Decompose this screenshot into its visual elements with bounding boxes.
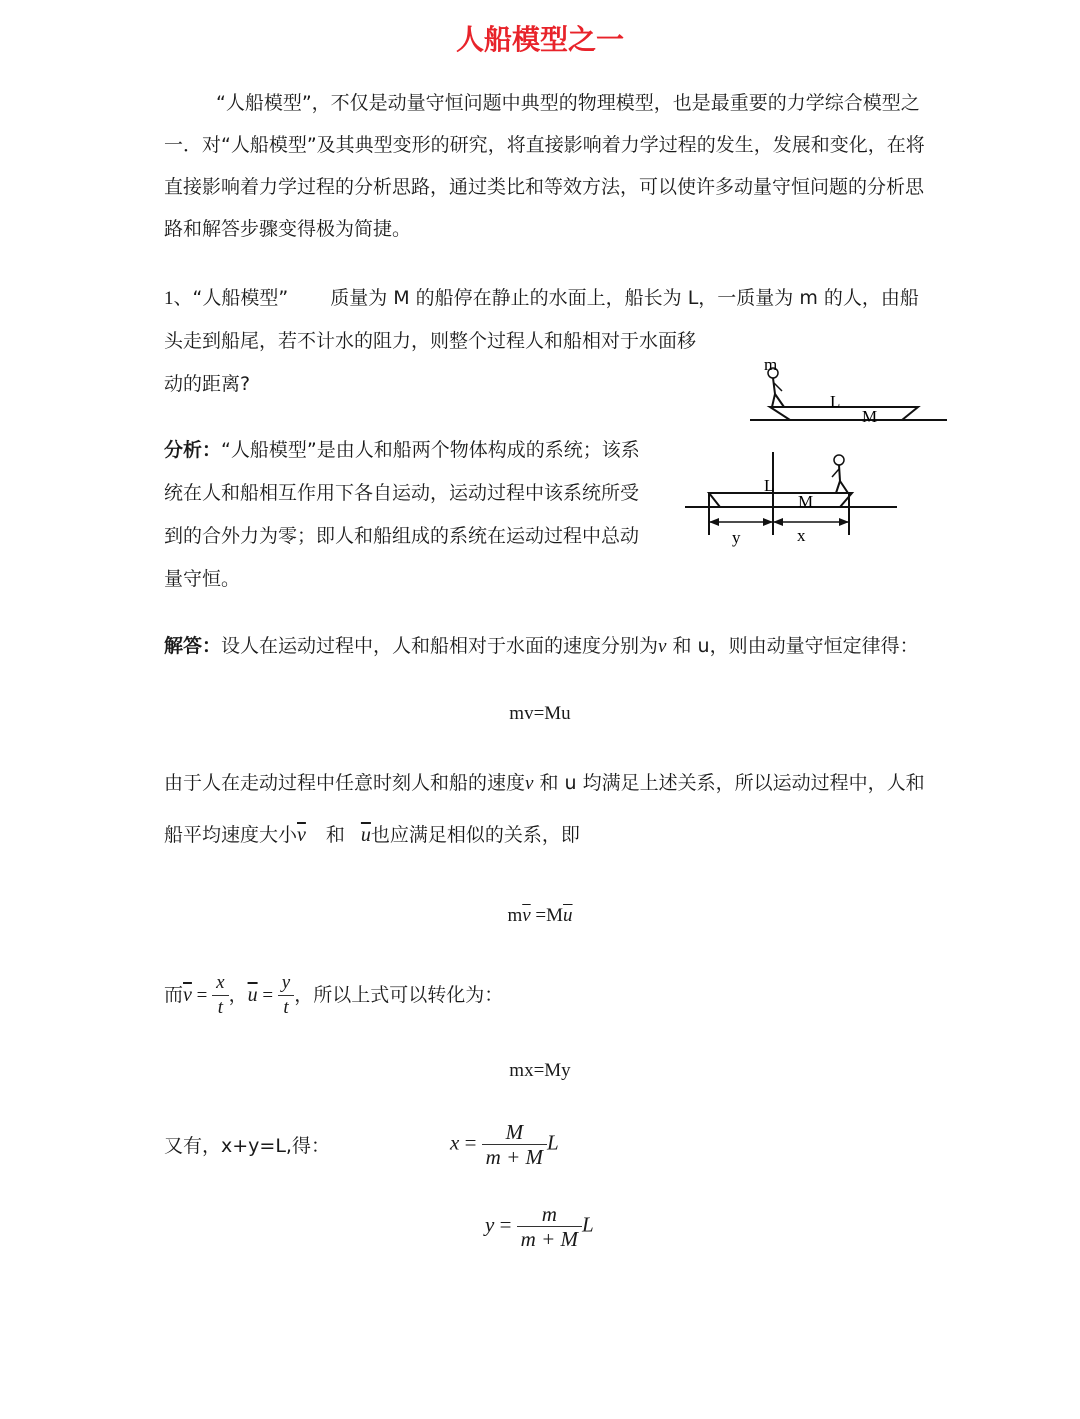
fraction-m-over-mM xyxy=(517,1202,582,1251)
para2-text-a: 由于人在走动过程中任意时刻人和船的速度 xyxy=(164,772,526,794)
eq2-eq: =M xyxy=(530,905,564,926)
symbol-v: v xyxy=(658,636,667,657)
person-body xyxy=(839,465,840,481)
arrowhead-icon xyxy=(763,518,773,526)
equation-momentum: mv=Mu xyxy=(509,703,571,724)
label-L: L xyxy=(830,392,841,411)
fraction-x-over-t xyxy=(212,971,228,1020)
label-y: y xyxy=(732,528,741,547)
label-M: M xyxy=(798,492,814,511)
analysis-line-2: 统在人和船相互作用下各自运动，运动过程中该系统所受 xyxy=(164,482,640,504)
person-leg xyxy=(775,394,784,407)
problem-number: 1、 xyxy=(164,288,193,309)
para3-line: 而$\overline{v}$ = $\frac{x}{t}$ ，$\overline{u}$ = $\frac{y}{t}$ ，所以上式可以转化为： xyxy=(164,972,504,1018)
para2-text-b: 和 u 均满足上述关系，所以运动过程中，人和 xyxy=(533,772,925,794)
analysis-line-4: 量守恒。 xyxy=(164,568,241,590)
symbol-v-bar: $\overline{v}$ xyxy=(183,984,192,1006)
para2-text-d: 也应满足相似的关系，即 xyxy=(370,824,580,846)
analysis-text-1: “人船模型”是由人和船两个物体构成的系统；该系 xyxy=(221,439,640,461)
eq4-num: M xyxy=(482,1120,547,1145)
label-M: M xyxy=(862,407,878,426)
intro-line-1: “人船模型”，不仅是动量守恒问题中典型的物理模型，也是最重要的力学综合模型之 xyxy=(216,92,920,114)
label-x: x xyxy=(797,526,806,545)
symbol-u-bar: $\overline{u}$ xyxy=(247,984,258,1006)
equation-x: x = $\frac{M}{m + M}$ L xyxy=(450,1120,559,1169)
person-body xyxy=(773,378,775,394)
intro-line-3: 直接影响着力学过程的分析思路，通过类比和等效方法，可以使许多动量守恒问题的分析思 xyxy=(164,176,925,198)
person-leg xyxy=(836,481,840,493)
eq4-den: m + M xyxy=(485,1145,544,1169)
para2-line-1 xyxy=(164,770,925,797)
para3-tail: ，所以上式可以转化为： xyxy=(294,984,504,1006)
frac-num-x: x xyxy=(212,971,228,996)
para3-lead: 而 xyxy=(164,984,184,1006)
para3-comma: ， xyxy=(228,984,248,1006)
person-head-icon xyxy=(834,455,844,465)
eq4-rhs: L xyxy=(547,1130,559,1155)
para4-line: 又有，x+y=L,得： xyxy=(164,1135,330,1157)
para2-line-2 xyxy=(164,822,580,848)
person-arm xyxy=(832,469,839,477)
symbol-v-bar: $\overline{v}$ xyxy=(297,824,306,846)
person-leg xyxy=(840,481,848,493)
eq5-num: m xyxy=(517,1202,582,1227)
frac-num-y: y xyxy=(278,971,294,996)
problem-line-3: 动的距离? xyxy=(164,373,251,395)
arrowhead-icon xyxy=(709,518,719,526)
figure-boat-initial xyxy=(740,352,955,432)
eq2-m: m xyxy=(507,905,523,926)
analysis-label: 分析： xyxy=(164,439,222,461)
person-leg xyxy=(772,394,775,407)
solution-line xyxy=(164,633,919,660)
eq5-rhs: L xyxy=(582,1212,594,1237)
eq2-u-bar: $\overline{u}$ xyxy=(563,905,573,926)
eq5-den: m + M xyxy=(520,1227,579,1251)
eq5-lhs: y xyxy=(485,1212,495,1237)
problem-text-1: 质量为 M 的船停在静止的水面上，船长为 L，一质量为 m 的人，由船 xyxy=(330,287,919,309)
para2-and: 和 xyxy=(325,824,345,846)
arrowhead-icon xyxy=(839,518,849,526)
symbol-v: v xyxy=(525,773,534,794)
figure-boat-displacement xyxy=(680,440,905,550)
equation-average xyxy=(0,905,1080,927)
boat-hull xyxy=(709,493,852,507)
analysis-line-1 xyxy=(164,437,640,463)
symbol-u-bar: $\overline{u}$ xyxy=(360,824,371,846)
solution-text-a: 设人在运动过程中，人和船相对于水面的速度分别为 xyxy=(221,635,659,657)
fraction-M-over-mM xyxy=(482,1120,547,1169)
solution-label: 解答： xyxy=(164,635,222,657)
eq2-v-bar: $\overline{v}$ xyxy=(522,905,531,926)
eq4-lhs: x xyxy=(450,1130,460,1155)
problem-heading: “人船模型” xyxy=(192,287,289,309)
problem-line-1 xyxy=(164,285,919,312)
frac-den-t: t xyxy=(283,997,289,1018)
analysis-line-3: 到的合外力为零；即人和船组成的系统在运动过程中总动 xyxy=(164,525,640,547)
problem-line-2: 头走到船尾，若不计水的阻力，则整个过程人和船相对于水面移 xyxy=(164,330,697,352)
arrowhead-icon xyxy=(773,518,783,526)
frac-den-t: t xyxy=(217,997,223,1018)
intro-line-4: 路和解答步骤变得极为简捷。 xyxy=(164,218,412,240)
page-title: 人船模型之一 xyxy=(455,23,624,56)
intro-line-2: 一．对“人船模型”及其典型变形的研究，将直接影响着力学过程的发生，发展和变化，在将 xyxy=(164,134,925,156)
label-L: L xyxy=(764,476,775,495)
para2-text-c: 船平均速度大小 xyxy=(164,824,298,846)
solution-text-b: 和 u，则由动量守恒定律得： xyxy=(666,635,919,657)
label-m: m xyxy=(764,355,778,374)
boat-hull xyxy=(770,407,918,420)
equation-y: y = $\frac{m}{m + M}$ L xyxy=(485,1202,594,1251)
equation-displacement: mx=My xyxy=(509,1060,571,1081)
fraction-y-over-t xyxy=(278,971,294,1020)
